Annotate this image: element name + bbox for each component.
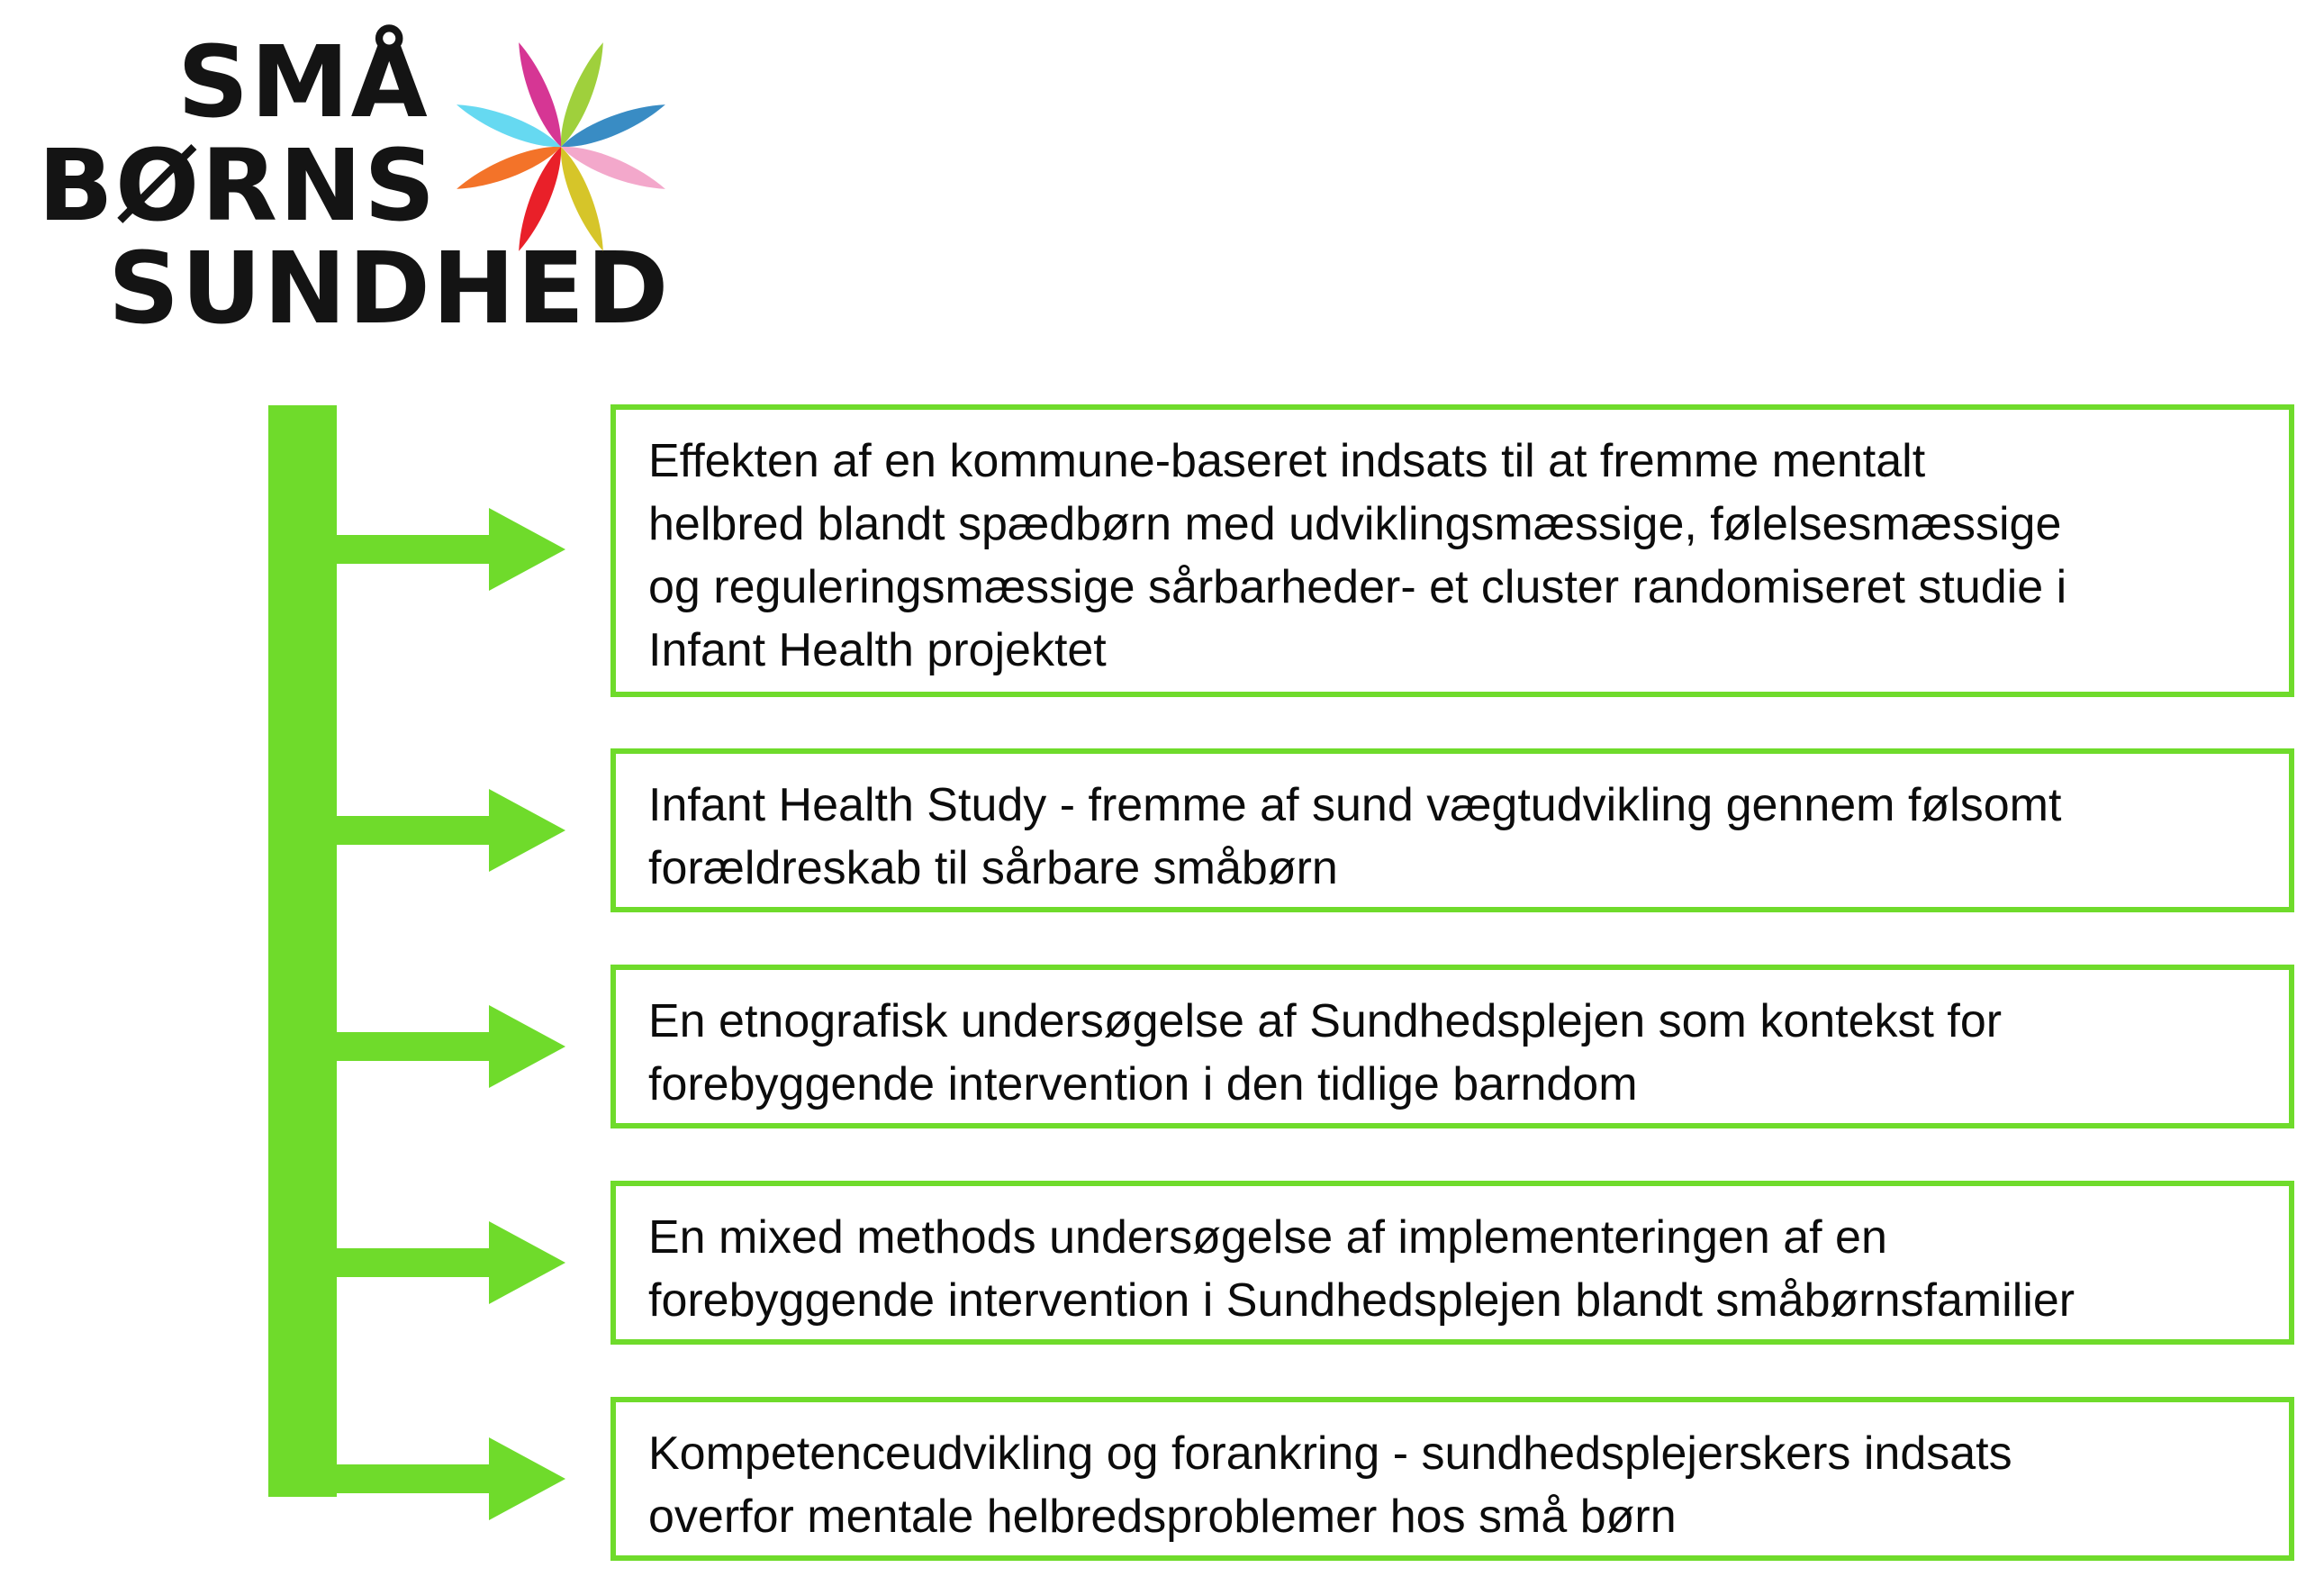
vertical-bar xyxy=(268,405,337,1497)
arrow-shaft xyxy=(335,535,493,564)
star-logo-icon xyxy=(439,25,683,268)
arrows-group xyxy=(335,508,565,1520)
logo-text-line-3: SUNDHED xyxy=(108,231,671,346)
arrow-head xyxy=(489,508,565,591)
arrow-shaft xyxy=(335,816,493,845)
arrow-head xyxy=(489,1221,565,1304)
arrow-head xyxy=(489,1437,565,1520)
study-box-5 xyxy=(610,1397,2294,1561)
study-box-4 xyxy=(610,1181,2294,1345)
study-box-1-text: Effekten af en kommune-baseret indsats til at fremme mentalt helbred blandt spædbørn med udviklingsmæssige, følelsesmæssige og reguleringsmæssige sårbarheder- et cluster randomiseret studie i Infant Health projektet xyxy=(648,435,2067,676)
logo-text-line-1: SMÅ xyxy=(177,24,430,140)
logo xyxy=(27,18,671,346)
arrow-shaft xyxy=(335,1248,493,1277)
arrow-head xyxy=(489,789,565,872)
study-box-1 xyxy=(610,404,2294,697)
logo-text-line-2: BØRNS xyxy=(38,128,438,243)
arrow-shaft xyxy=(335,1464,493,1493)
arrow-shaft xyxy=(335,1032,493,1061)
study-box-3 xyxy=(610,965,2294,1128)
study-box-3-text: En etnografisk undersøgelse af Sundhedsplejen som kontekst for forebyggende intervention i den tidlige barndom xyxy=(648,995,2003,1110)
study-box-2-text: Infant Health Study - fremme af sund vægtudvikling gennem følsomt forældreskab til sårbare småbørn xyxy=(648,779,2062,894)
study-box-4-text: En mixed methods undersøgelse af implementeringen af en forebyggende intervention i Sundhedsplejen blandt småbørnsfamilier xyxy=(648,1211,2075,1327)
arrow-head xyxy=(489,1005,565,1088)
study-box-2 xyxy=(610,748,2294,912)
study-box-5-text: Kompetenceudvikling og forankring - sundhedsplejerskers indsats overfor mentale helbredsproblemer hos små børn xyxy=(648,1427,2012,1543)
